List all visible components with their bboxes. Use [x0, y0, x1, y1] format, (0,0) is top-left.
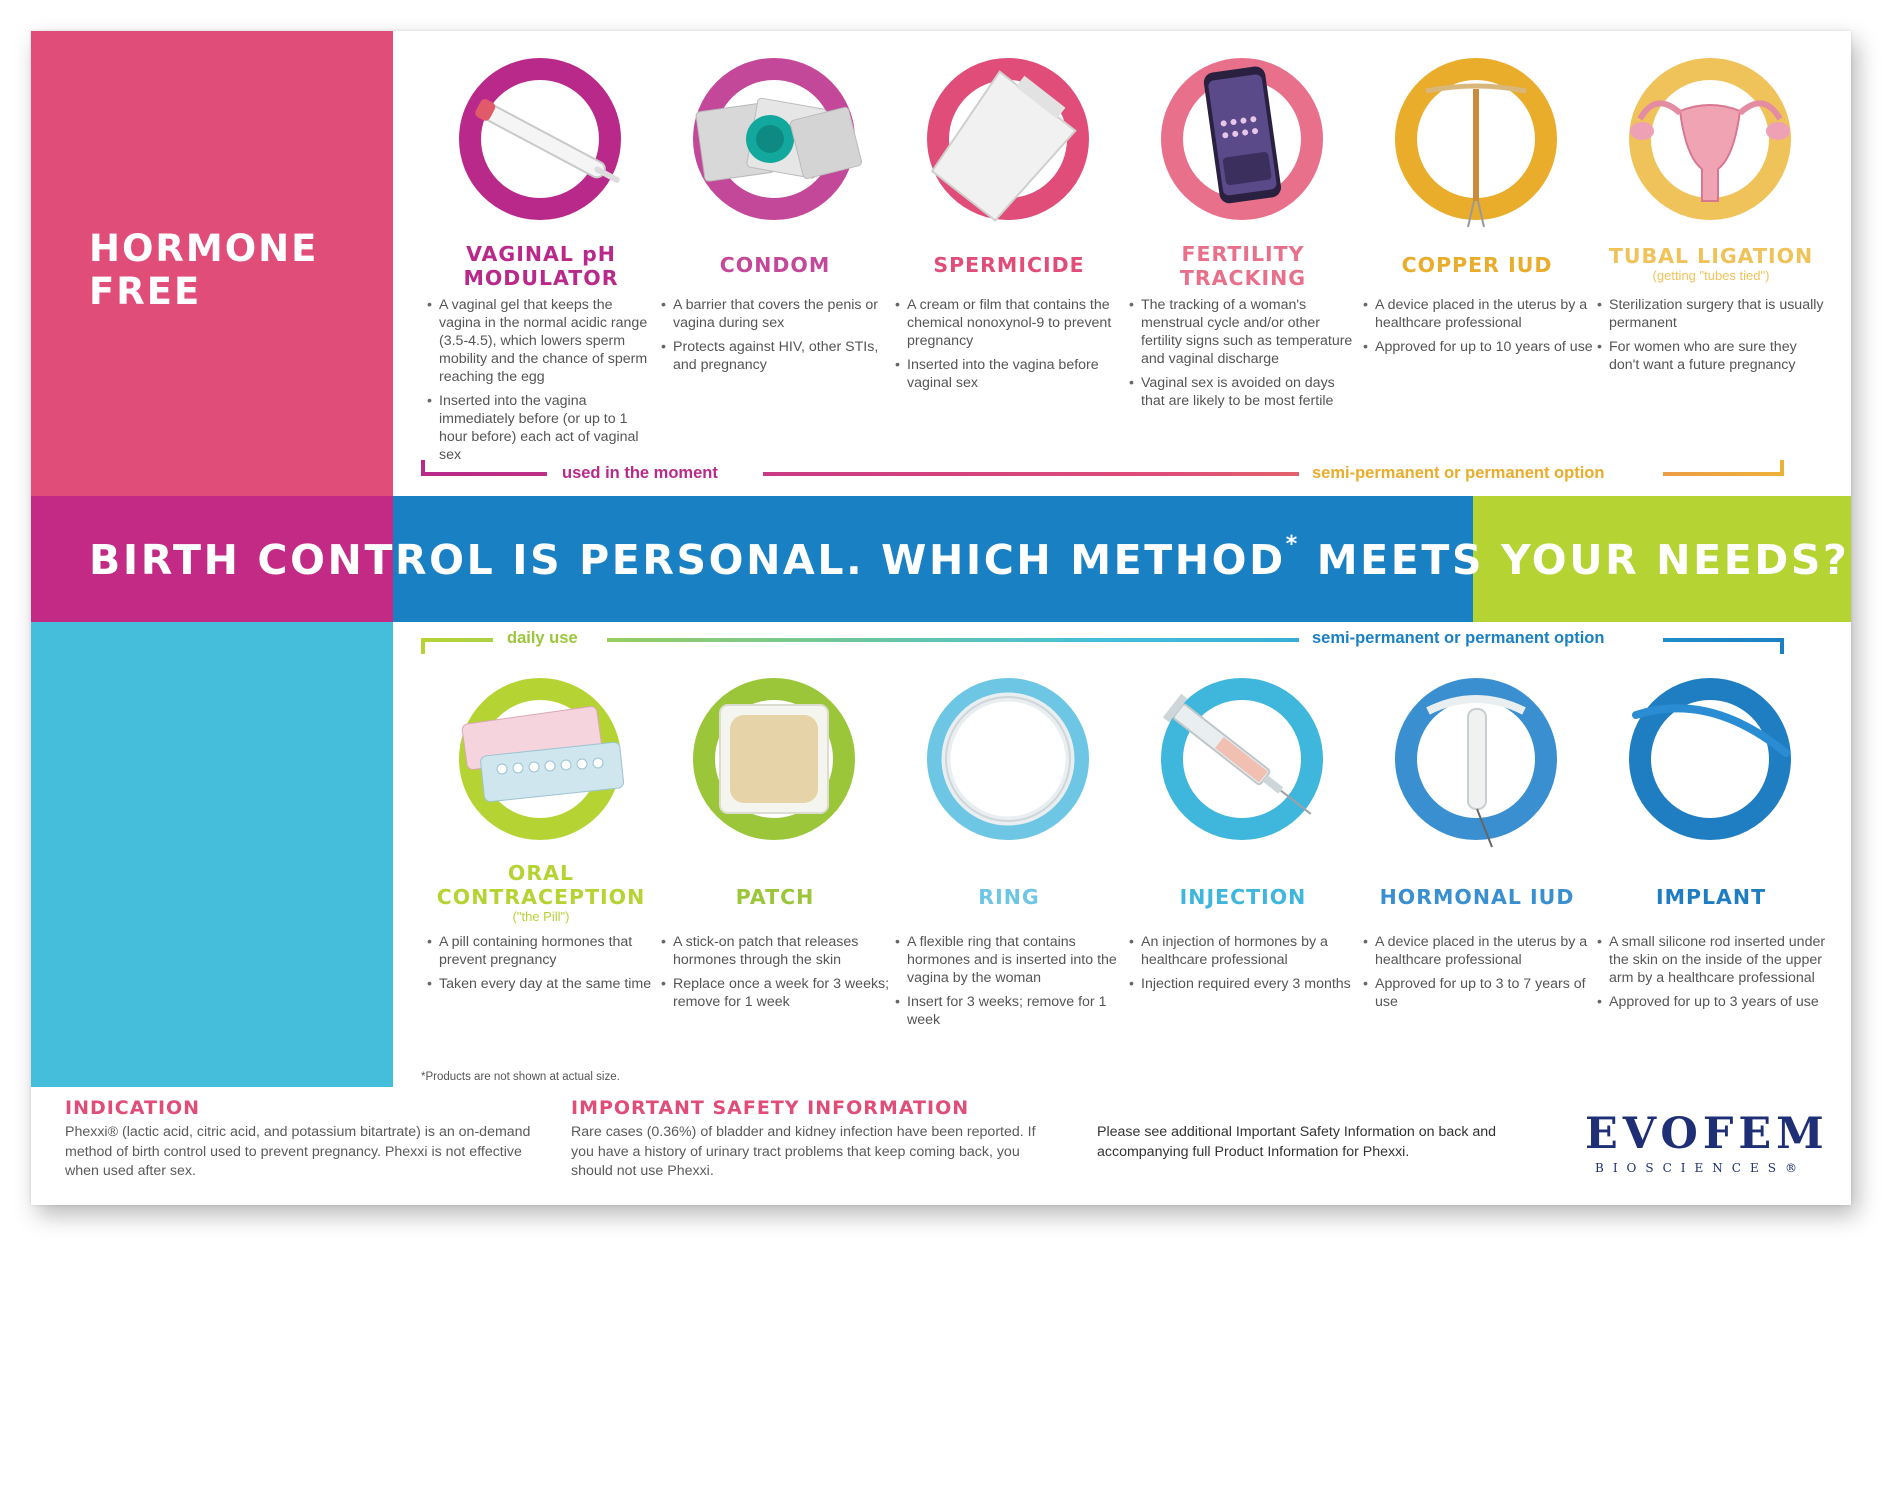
- products-note: *Products are not shown at actual size.: [421, 1071, 620, 1083]
- method-bullet: • A device placed in the uterus by a healthcare professional: [1361, 296, 1593, 332]
- method-ring: [1622, 51, 1798, 227]
- method-title: IMPLANT: [1655, 885, 1767, 909]
- method-bullet: • Replace once a week for 3 weeks; remove for 1 week: [659, 975, 891, 1011]
- method-ring: [452, 51, 628, 227]
- uterus-icon: [1622, 51, 1798, 227]
- copper-iud-icon: [1388, 51, 1564, 227]
- headline-asterisk: *: [1285, 532, 1300, 557]
- headline-end: MEETS YOUR NEEDS?: [1299, 536, 1850, 584]
- safety-heading: IMPORTANT SAFETY INFORMATION: [571, 1097, 970, 1119]
- method-ring: [686, 671, 862, 847]
- phone-app-icon: [1154, 51, 1330, 227]
- contains-hormones-label: CONTAINS HORMONES: [89, 1407, 348, 1493]
- method-ring: [1388, 51, 1564, 227]
- method-title: SPERMICIDE: [933, 253, 1085, 277]
- method-bullets: [893, 933, 1125, 1035]
- method-title: ORAL CONTRACEPTION: [436, 861, 646, 909]
- method-bullet: • Vaginal sex is avoided on days that are likely to be most fertile: [1127, 374, 1359, 410]
- hormone-free-label: HORMONE FREE: [89, 227, 319, 313]
- method-ring: [1622, 671, 1798, 847]
- method-bullet: • Inserted into the vagina immediately before (or up to 1 hour before) each act of vaginal sex: [425, 392, 657, 464]
- method-bullet: • A small silicone rod inserted under the skin on the inside of the upper arm by a healthcare professional: [1595, 933, 1827, 987]
- method-subtitle: (getting "tubes tied"): [1652, 268, 1770, 283]
- method-title: VAGINAL pH MODULATOR: [463, 242, 619, 290]
- method-title: CONDOM: [719, 253, 831, 277]
- patch-icon: [686, 671, 862, 847]
- method-bullet: • Protects against HIV, other STIs, and pregnancy: [659, 338, 891, 374]
- method-title: HORMONAL IUD: [1379, 885, 1575, 909]
- method-bullet: • An injection of hormones by a healthcare professional: [1127, 933, 1359, 969]
- method-bullets: [1595, 933, 1827, 1017]
- method-title: PATCH: [735, 885, 815, 909]
- method-bullets: [893, 296, 1125, 398]
- spermicide-tube-icon: [920, 51, 1096, 227]
- method-bullet: • For women who are sure they don't want a future pregnancy: [1595, 338, 1827, 374]
- method-subtitle: ("the Pill"): [512, 909, 570, 924]
- syringe-icon: [1154, 671, 1330, 847]
- method-bullet: • Approved for up to 3 to 7 years of use: [1361, 975, 1593, 1011]
- logo-subtitle: BIOSCIENCES®: [1595, 1161, 1806, 1175]
- method-bullet: • Sterilization surgery that is usually permanent: [1595, 296, 1827, 332]
- timeline-bottom-right-label: semi-permanent or permanent option: [1312, 629, 1605, 647]
- method-bullets: [1127, 296, 1359, 416]
- method-bullets: [659, 933, 891, 1017]
- indication-body: Phexxi® (lactic acid, citric acid, and potassium bitartrate) is an on-demand method of birth control used to prevent pregnancy. Phexxi is not effective when used after sex.: [65, 1124, 531, 1179]
- headline-main: BIRTH CONTROL IS PERSONAL. WHICH METHOD: [89, 536, 1286, 584]
- method-ring: [1154, 671, 1330, 847]
- method-bullet: • A vaginal gel that keeps the vagina in the normal acidic range (3.5-4.5), which lowers sperm mobility and the chance of sperm reaching the egg: [425, 296, 657, 386]
- method-bullets: [659, 296, 891, 380]
- method-title: TUBAL LIGATION: [1608, 244, 1814, 268]
- hormonal-iud-icon: [1388, 671, 1564, 847]
- poster: [31, 31, 1851, 1493]
- method-ring: [1388, 671, 1564, 847]
- method-title: FERTILITY TRACKING: [1179, 242, 1307, 290]
- method-bullet: • A device placed in the uterus by a healthcare professional: [1361, 933, 1593, 969]
- see-additional-info: Please see additional Important Safety Information on back and accompanying full Product Information for Phexxi.: [1097, 1124, 1497, 1160]
- method-bullet: • A cream or film that contains the chemical nonoxynol-9 to prevent pregnancy: [893, 296, 1125, 350]
- method-bullets: [1595, 296, 1827, 380]
- method-title: COPPER IUD: [1401, 253, 1553, 277]
- method-bullets: [1127, 933, 1359, 999]
- method-bullet: • A barrier that covers the penis or vagina during sex: [659, 296, 891, 332]
- method-bullet: • Taken every day at the same time: [425, 975, 657, 993]
- method-bullet: • Approved for up to 10 years of use: [1361, 338, 1593, 356]
- implant-rod-icon: [1622, 671, 1798, 847]
- method-bullet: • A flexible ring that contains hormones and is inserted into the vagina by the woman: [893, 933, 1125, 987]
- method-ring: [920, 671, 1096, 847]
- logo-name: EVOFEM: [1585, 1109, 1829, 1159]
- timeline-top-right-label: semi-permanent or permanent option: [1312, 464, 1605, 482]
- method-ring: [920, 51, 1096, 227]
- timeline-top-left-label: used in the moment: [562, 464, 718, 482]
- pill-pack-icon: [452, 671, 628, 847]
- method-bullet: • The tracking of a woman's menstrual cycle and/or other fertility signs such as temperature and vaginal discharge: [1127, 296, 1359, 368]
- method-title: RING: [978, 885, 1040, 909]
- vaginal-ring-icon: [920, 671, 1096, 847]
- method-ring: [452, 671, 628, 847]
- method-bullet: • Injection required every 3 months: [1127, 975, 1359, 993]
- method-bullets: [1361, 296, 1593, 362]
- method-bullet: • Insert for 3 weeks; remove for 1 week: [893, 993, 1125, 1029]
- evofem-logo: [1585, 1109, 1829, 1181]
- method-title: INJECTION: [1179, 885, 1307, 909]
- timeline-bottom-left-label: daily use: [507, 629, 578, 647]
- method-bullets: [1361, 933, 1593, 1017]
- method-bullets: [425, 296, 657, 470]
- method-bullet: • A pill containing hormones that prevent pregnancy: [425, 933, 657, 969]
- method-bullet: • Inserted into the vagina before vaginal sex: [893, 356, 1125, 392]
- safety-body: Rare cases (0.36%) of bladder and kidney infection have been reported. If you have a history of urinary tract problems that keep coming back, you should not use Phexxi.: [571, 1124, 1036, 1179]
- gel-applicator-icon: [452, 51, 628, 227]
- method-ring: [686, 51, 862, 227]
- method-ring: [1154, 51, 1330, 227]
- method-bullets: [425, 933, 657, 999]
- method-bullet: • Approved for up to 3 years of use: [1595, 993, 1827, 1011]
- condom-icon: [686, 51, 862, 227]
- method-bullet: • A stick-on patch that releases hormones through the skin: [659, 933, 891, 969]
- indication-heading: INDICATION: [65, 1097, 201, 1119]
